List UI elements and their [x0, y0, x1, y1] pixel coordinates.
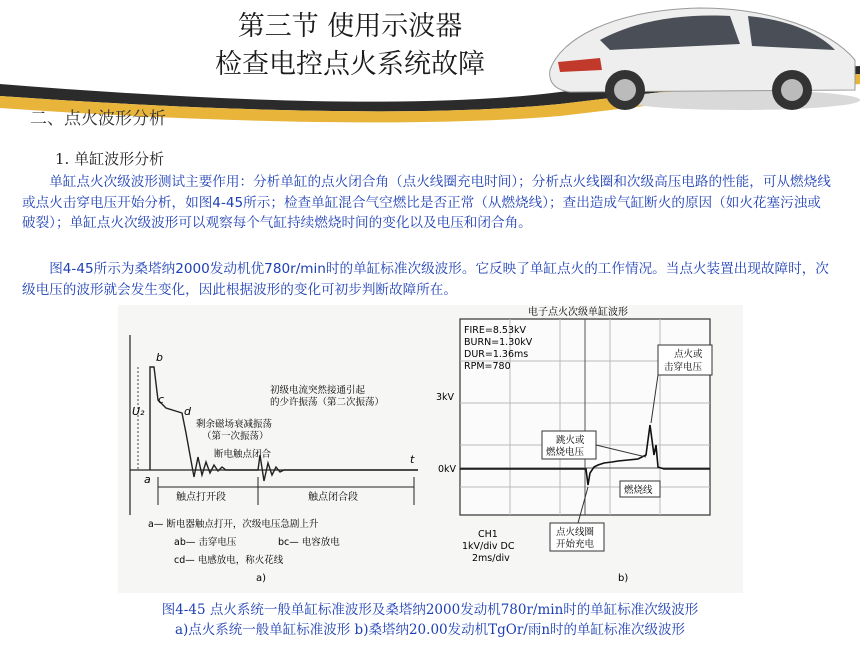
- page-title: [150, 8, 550, 84]
- paragraph-2: 图4-45所示为桑塔纳2000发动机优780r/min时的单缸标准次级波形。它反映了单缸点火的工作情况。当点火装置出现故障时，次级电压的波形就会发生变化，因此根据波形的变化可初步判断故障所在。: [22, 261, 829, 298]
- label-t: t: [410, 453, 415, 466]
- label-ignite-2: 击穿电压: [664, 362, 703, 373]
- label-jump-2: 燃烧电压: [546, 447, 585, 458]
- scope-dur: DUR=1.36ms: [464, 349, 529, 360]
- label-coil-2: 开始充电: [556, 539, 595, 550]
- figure-a-waveform: [130, 335, 418, 584]
- scope-y-3kv: 3kV: [436, 392, 455, 403]
- legend-cd: cd— 电感放电，称火花线: [174, 555, 284, 566]
- legend-a: a— 断电器触点打开，次级电压急剧上升: [148, 519, 319, 530]
- section-heading: 二、点火波形分析: [30, 109, 166, 129]
- scope-y-0kv: 0kV: [438, 464, 457, 475]
- label-secondary-osc-2: 的少许振荡（第二次振荡）: [270, 397, 385, 408]
- figure-a-tag: a): [256, 573, 267, 584]
- figure-4-45: [118, 305, 743, 593]
- label-closed-segment: 触点闭合段: [308, 492, 358, 503]
- label-ignite-1: 点火或: [674, 349, 703, 360]
- figure-caption-2: a)点火系统一般单缸标准波形 b)桑塔纳20.00发动机TgOr/雨n时的单缸标准次级波形: [174, 622, 686, 638]
- scope-vdiv: 1kV/div DC: [462, 541, 515, 552]
- label-residual-2: （第一次振荡）: [202, 431, 269, 442]
- legend-bc: bc— 电容放电: [278, 537, 340, 548]
- label-b: b: [156, 351, 163, 364]
- scope-fire: FIRE=8.53kV: [464, 325, 526, 336]
- car-image: [530, 0, 860, 112]
- scope-burn: BURN=1.30kV: [464, 337, 533, 348]
- title-line-1: 第三节 使用示波器: [237, 11, 463, 42]
- scope-tdiv: 2ms/div: [472, 553, 510, 564]
- title-line-2: 检查电控点火系统故障: [215, 49, 485, 80]
- scope-title: 电子点火次级单缸波形: [528, 307, 628, 318]
- figure-b-tag: b): [618, 573, 629, 584]
- figure-caption-1: 图4-45 点火系统一般单缸标准波形及桑塔纳2000发动机780r/min时的单缸标准次级波形: [161, 602, 699, 618]
- label-c: c: [158, 393, 165, 406]
- paragraph-1: 单缸点火次级波形测试主要作用：分析单缸的点火闭合角（点火线圈充电时间）；分析点火线圈和次级高压电路的性能，可从燃烧线或点火击穿电压开始分析，如图4-45所示；检查单缸混合气空燃比是否正常（从燃烧线）；查出造成气缸断火的原因（如火花塞污浊或破裂）；单缸点火次级波形可以观察每个气缸持续燃烧时间的变化以及电压和闭合角。: [22, 174, 831, 231]
- label-open-segment: 触点打开段: [176, 492, 226, 503]
- scope-rpm: RPM=780: [464, 361, 511, 372]
- label-contact-close: 断电触点闭合: [214, 449, 272, 460]
- legend-ab: ab— 击穿电压: [174, 537, 237, 548]
- label-coil-1: 点火线圈: [556, 527, 595, 538]
- label-u2: U₂: [132, 405, 145, 418]
- label-burnline: 燃烧线: [624, 485, 653, 496]
- label-residual-1: 剩余磁场衰减振荡: [196, 419, 273, 430]
- label-jump-1: 跳火或: [556, 435, 585, 446]
- label-d: d: [184, 405, 191, 418]
- figure-b-scope: [436, 305, 712, 584]
- subsection-heading: 1. 单缸波形分析: [55, 150, 165, 168]
- label-secondary-osc: 初级电流突然接通引起: [270, 385, 366, 396]
- scope-ch1: CH1: [478, 529, 498, 540]
- label-a: a: [144, 473, 151, 486]
